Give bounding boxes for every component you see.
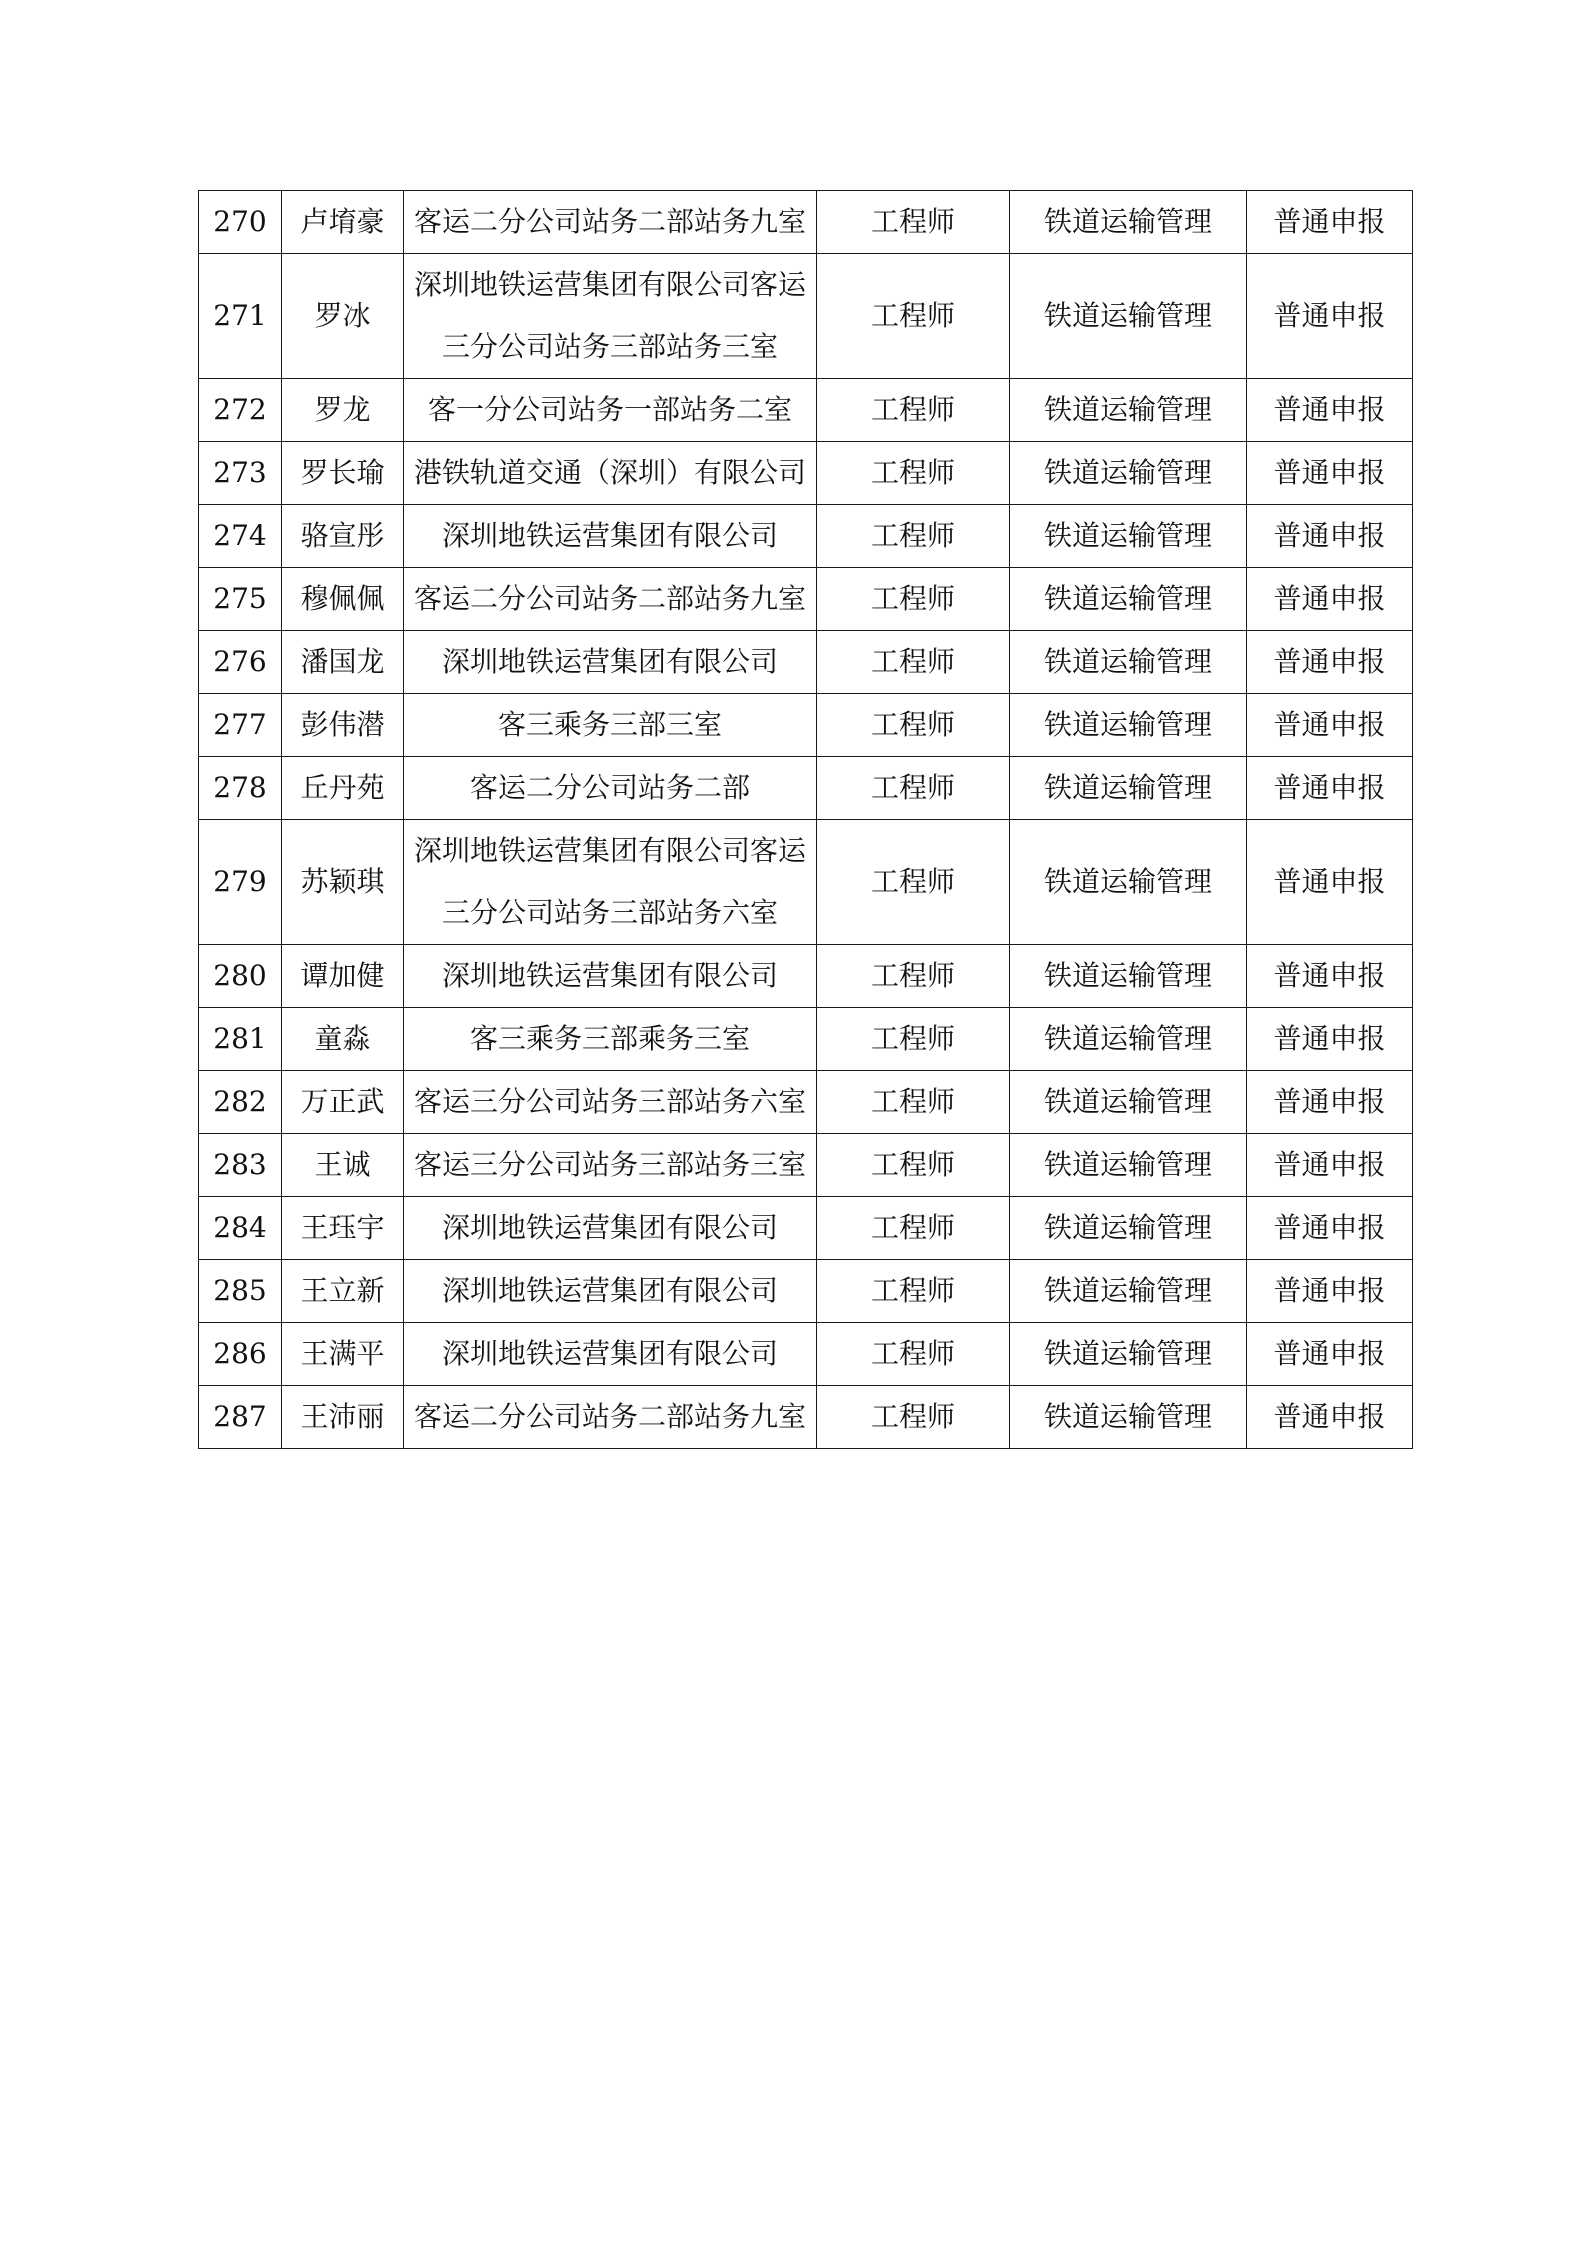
table-row: [199, 379, 1413, 442]
row-number: 287: [199, 1386, 282, 1449]
work-unit: 客三乘务三部三室: [404, 694, 817, 757]
application-type: 普通申报: [1247, 379, 1413, 442]
professional-title: 工程师: [817, 1197, 1010, 1260]
work-unit: 港铁轨道交通（深圳）有限公司: [404, 442, 817, 505]
specialty: 铁道运输管理: [1010, 631, 1247, 694]
work-unit: 深圳地铁运营集团有限公司: [404, 1323, 817, 1386]
professional-title: 工程师: [817, 505, 1010, 568]
specialty: 铁道运输管理: [1010, 820, 1247, 945]
table-row: [199, 505, 1413, 568]
row-number: 273: [199, 442, 282, 505]
professional-title: 工程师: [817, 757, 1010, 820]
document-page: [198, 190, 1412, 1449]
work-unit: 深圳地铁运营集团有限公司: [404, 631, 817, 694]
specialty: 铁道运输管理: [1010, 1197, 1247, 1260]
specialty: 铁道运输管理: [1010, 379, 1247, 442]
specialty: 铁道运输管理: [1010, 442, 1247, 505]
application-type: 普通申报: [1247, 442, 1413, 505]
row-number: 285: [199, 1260, 282, 1323]
work-unit: 深圳地铁运营集团有限公司: [404, 945, 817, 1008]
table-row: [199, 191, 1413, 254]
table-body: [199, 191, 1413, 1449]
table-row: [199, 631, 1413, 694]
table-row: [199, 1323, 1413, 1386]
table-row: [199, 1071, 1413, 1134]
table-row: [199, 442, 1413, 505]
application-type: 普通申报: [1247, 1197, 1413, 1260]
specialty: 铁道运输管理: [1010, 1323, 1247, 1386]
application-type: 普通申报: [1247, 1134, 1413, 1197]
work-unit: 客运二分公司站务二部站务九室: [404, 191, 817, 254]
row-number: 272: [199, 379, 282, 442]
professional-title: 工程师: [817, 1386, 1010, 1449]
person-name: 王立新: [282, 1260, 404, 1323]
row-number: 279: [199, 820, 282, 945]
professional-title: 工程师: [817, 379, 1010, 442]
specialty: 铁道运输管理: [1010, 191, 1247, 254]
table-row: [199, 254, 1413, 379]
work-unit: 客三乘务三部乘务三室: [404, 1008, 817, 1071]
application-type: 普通申报: [1247, 568, 1413, 631]
table-row: [199, 757, 1413, 820]
application-type: 普通申报: [1247, 820, 1413, 945]
specialty: 铁道运输管理: [1010, 505, 1247, 568]
personnel-table: [198, 190, 1413, 1449]
work-unit: 客运二分公司站务二部: [404, 757, 817, 820]
table-row: [199, 1008, 1413, 1071]
person-name: 谭加健: [282, 945, 404, 1008]
application-type: 普通申报: [1247, 1323, 1413, 1386]
professional-title: 工程师: [817, 694, 1010, 757]
work-unit: 深圳地铁运营集团有限公司客运三分公司站务三部站务三室: [404, 254, 817, 379]
application-type: 普通申报: [1247, 1260, 1413, 1323]
specialty: 铁道运输管理: [1010, 694, 1247, 757]
person-name: 王珏宇: [282, 1197, 404, 1260]
application-type: 普通申报: [1247, 945, 1413, 1008]
professional-title: 工程师: [817, 1260, 1010, 1323]
person-name: 王满平: [282, 1323, 404, 1386]
table-row: [199, 1197, 1413, 1260]
work-unit: 深圳地铁运营集团有限公司客运三分公司站务三部站务六室: [404, 820, 817, 945]
application-type: 普通申报: [1247, 631, 1413, 694]
work-unit: 客运二分公司站务二部站务九室: [404, 1386, 817, 1449]
specialty: 铁道运输管理: [1010, 568, 1247, 631]
person-name: 罗冰: [282, 254, 404, 379]
application-type: 普通申报: [1247, 505, 1413, 568]
table-row: [199, 568, 1413, 631]
professional-title: 工程师: [817, 820, 1010, 945]
table-row: [199, 820, 1413, 945]
table-row: [199, 1134, 1413, 1197]
person-name: 罗长瑜: [282, 442, 404, 505]
application-type: 普通申报: [1247, 191, 1413, 254]
person-name: 潘国龙: [282, 631, 404, 694]
application-type: 普通申报: [1247, 1386, 1413, 1449]
work-unit: 客一分公司站务一部站务二室: [404, 379, 817, 442]
work-unit: 客运三分公司站务三部站务六室: [404, 1071, 817, 1134]
application-type: 普通申报: [1247, 757, 1413, 820]
table-row: [199, 1260, 1413, 1323]
professional-title: 工程师: [817, 1134, 1010, 1197]
specialty: 铁道运输管理: [1010, 1134, 1247, 1197]
specialty: 铁道运输管理: [1010, 1260, 1247, 1323]
row-number: 280: [199, 945, 282, 1008]
person-name: 罗龙: [282, 379, 404, 442]
row-number: 283: [199, 1134, 282, 1197]
table-row: [199, 694, 1413, 757]
professional-title: 工程师: [817, 631, 1010, 694]
professional-title: 工程师: [817, 1071, 1010, 1134]
row-number: 278: [199, 757, 282, 820]
person-name: 王诚: [282, 1134, 404, 1197]
professional-title: 工程师: [817, 568, 1010, 631]
row-number: 275: [199, 568, 282, 631]
person-name: 彭伟潜: [282, 694, 404, 757]
person-name: 丘丹苑: [282, 757, 404, 820]
professional-title: 工程师: [817, 945, 1010, 1008]
work-unit: 深圳地铁运营集团有限公司: [404, 505, 817, 568]
specialty: 铁道运输管理: [1010, 945, 1247, 1008]
application-type: 普通申报: [1247, 254, 1413, 379]
table-row: [199, 945, 1413, 1008]
person-name: 王沛丽: [282, 1386, 404, 1449]
professional-title: 工程师: [817, 1323, 1010, 1386]
specialty: 铁道运输管理: [1010, 1071, 1247, 1134]
person-name: 苏颖琪: [282, 820, 404, 945]
specialty: 铁道运输管理: [1010, 254, 1247, 379]
row-number: 277: [199, 694, 282, 757]
row-number: 274: [199, 505, 282, 568]
person-name: 穆佩佩: [282, 568, 404, 631]
row-number: 284: [199, 1197, 282, 1260]
table-row: [199, 1386, 1413, 1449]
row-number: 286: [199, 1323, 282, 1386]
row-number: 271: [199, 254, 282, 379]
person-name: 骆宣彤: [282, 505, 404, 568]
specialty: 铁道运输管理: [1010, 757, 1247, 820]
application-type: 普通申报: [1247, 1008, 1413, 1071]
person-name: 童淼: [282, 1008, 404, 1071]
row-number: 282: [199, 1071, 282, 1134]
specialty: 铁道运输管理: [1010, 1386, 1247, 1449]
work-unit: 客运二分公司站务二部站务九室: [404, 568, 817, 631]
work-unit: 客运三分公司站务三部站务三室: [404, 1134, 817, 1197]
row-number: 270: [199, 191, 282, 254]
row-number: 281: [199, 1008, 282, 1071]
application-type: 普通申报: [1247, 1071, 1413, 1134]
professional-title: 工程师: [817, 254, 1010, 379]
professional-title: 工程师: [817, 1008, 1010, 1071]
professional-title: 工程师: [817, 442, 1010, 505]
application-type: 普通申报: [1247, 694, 1413, 757]
specialty: 铁道运输管理: [1010, 1008, 1247, 1071]
work-unit: 深圳地铁运营集团有限公司: [404, 1197, 817, 1260]
row-number: 276: [199, 631, 282, 694]
person-name: 卢堉豪: [282, 191, 404, 254]
work-unit: 深圳地铁运营集团有限公司: [404, 1260, 817, 1323]
professional-title: 工程师: [817, 191, 1010, 254]
person-name: 万正武: [282, 1071, 404, 1134]
